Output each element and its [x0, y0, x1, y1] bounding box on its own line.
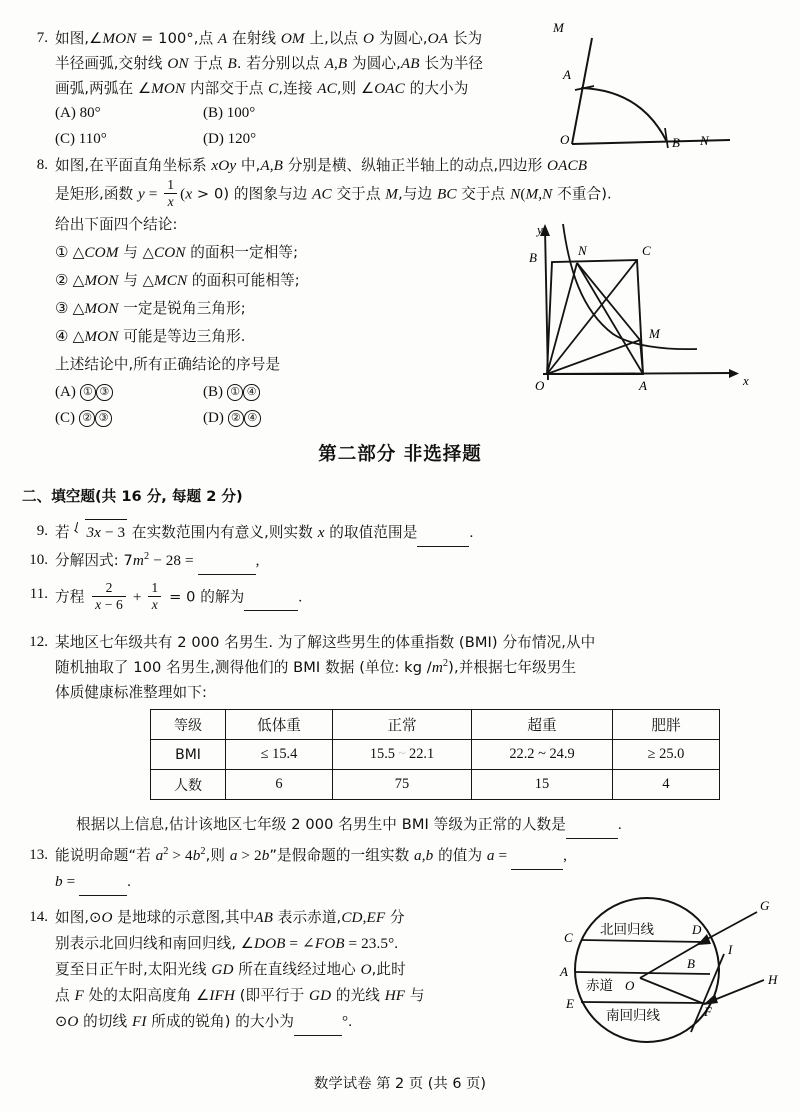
q8-l2-t4: 交于点 [331, 185, 386, 203]
q13-exp1: 2 [163, 845, 169, 857]
q7-choice-B-text: 100° [226, 105, 256, 121]
q8-choice-B-mark-1: ① [227, 384, 244, 401]
q14-fig-label-equator: 赤道 [586, 978, 613, 994]
q8-c2-sym1: MON [84, 272, 119, 289]
q7-l1-a: A [217, 30, 228, 47]
q9-rad-arg2: − 3 [100, 524, 126, 541]
question-7-figure [545, 16, 780, 153]
q8-frac-num: 1 [167, 177, 175, 192]
q14-l1-ab: AB [254, 909, 274, 926]
q8-fig-label-C: C [642, 243, 651, 258]
q14-l1-o: O [101, 909, 113, 926]
q7-l1-oa: OA [427, 30, 449, 47]
q14-fig-label-C: C [564, 930, 573, 945]
q14-l1-t4: , [362, 909, 367, 926]
q13-t1: 能说明命题“若 [55, 847, 156, 864]
q13-a3: a [486, 847, 495, 864]
question-14-number: 14. [29, 909, 48, 925]
question-8-choices [55, 380, 455, 432]
q8-l2-n: N [510, 185, 521, 203]
q14-l4-t5: 与 [405, 987, 425, 1004]
q8-fraction-1-over-x [164, 178, 177, 210]
q8-l2-x: x [185, 185, 193, 203]
q14-l1-t2: 是地球的示意图,其中 [112, 909, 255, 926]
q8-c3-post: 一定是锐角三角形; [118, 300, 246, 317]
q8-c2-mid: 与 △ [118, 272, 154, 289]
q14-fig-label-A: A [560, 964, 568, 979]
q8-c2-sym2: MCN [153, 272, 188, 289]
q13-t5: ”是假命题的一组实数 [269, 847, 415, 864]
q8-fig-label-O: O [535, 378, 545, 393]
q9-rad-arg1: 3x [86, 524, 101, 541]
q7-l3-t4: ,则 ∠ [336, 80, 375, 97]
q8-l1-t1: 如图,在平面直角坐标系 [55, 157, 212, 174]
q14-l2-t3: = 23.5°. [344, 935, 399, 952]
q12-l2-t2: ),并根据七年级男生 [448, 659, 577, 676]
q14-l3-t2: 所在直线经过地心 [233, 961, 361, 978]
q8-choice-D[interactable] [203, 406, 261, 432]
q7-choice-A[interactable] [55, 101, 101, 127]
q7-l1-t2: = 100°,点 [136, 30, 218, 47]
q14-fig-label-I: I [728, 942, 733, 957]
q11-fraction-1 [92, 581, 126, 613]
question-8-conclusion-1 [55, 240, 298, 266]
bmi-normal [333, 740, 472, 770]
q7-choice-B-label: (B) [203, 105, 223, 121]
question-8-summary-line: 上述结论中,所有正确结论的序号是 [55, 356, 281, 373]
q14-l2-t2: = ∠ [285, 935, 315, 952]
q14-fig-label-H: H [768, 972, 778, 987]
q8-c2-mark: ② [55, 272, 69, 289]
q9-t1: 若 [55, 524, 75, 541]
bmi-overweight: 22.2 ~ 24.9 [472, 740, 613, 770]
q8-c2-pre: △ [68, 272, 85, 289]
q8-l1-xoy: xOy [211, 157, 237, 174]
q8-l2-ac: AC [312, 185, 332, 203]
q14-l1-ef: EF [366, 909, 386, 926]
q7-choice-D-text: 120° [227, 131, 257, 147]
q7-fig-label-B: B [672, 135, 680, 148]
q13-t3: ,则 [205, 847, 230, 864]
q7-l1-om: OM [280, 30, 305, 47]
q12-l2-m: m [431, 659, 443, 676]
q10-exp: 2 [144, 550, 150, 562]
table-row-grade [151, 710, 720, 740]
q13-answer-blank-b[interactable] [79, 869, 127, 896]
question-7-number: 7. [36, 30, 48, 46]
q8-choice-A-label: (A) [55, 384, 76, 400]
question-8-number: 8. [36, 157, 48, 173]
q14-l4-t3: (即平行于 [234, 987, 310, 1004]
q8-l2-mn: M,N [525, 185, 553, 203]
q7-l1-t5: 为圆心, [374, 30, 428, 47]
q7-choice-C-text: 110° [78, 131, 107, 147]
q10-m: m [132, 552, 144, 569]
q14-fig-label-E: E [566, 996, 574, 1011]
row-label-count: 人数 [151, 770, 226, 800]
q7-choice-D[interactable] [203, 127, 256, 153]
question-14-line-3 [55, 957, 555, 983]
question-8-figure [515, 222, 785, 402]
question-8-line-2 [55, 179, 785, 211]
bmi-normal-range-separator: ~ [398, 746, 406, 762]
q12-l2-t1: 随机抽取了 100 名男生,测得他们的 BMI 数据 (单位: kg / [55, 659, 432, 676]
q9-x: x [317, 524, 325, 541]
q8-l2-t6: 交于点 [456, 185, 511, 203]
q14-l4-t1: 点 [55, 987, 75, 1004]
q7-choice-D-label: (D) [203, 131, 224, 147]
q13-answer-blank-a[interactable] [511, 843, 563, 870]
q14-l5-deg: °. [342, 1013, 353, 1030]
q7-l1-t6: 长为 [448, 30, 483, 47]
q8-l2-y: y [137, 185, 145, 203]
grade-normal: 正常 [333, 710, 472, 740]
count-low-weight: 6 [226, 770, 333, 800]
q7-fig-label-N: N [700, 133, 709, 148]
q8-choice-A-mark-1: ① [80, 384, 97, 401]
q7-fig-label-O: O [560, 132, 570, 147]
q13-t2: > 4 [168, 847, 193, 864]
grade-obese: 肥胖 [613, 710, 720, 740]
question-14-figure [552, 892, 800, 1062]
q9-answer-blank[interactable] [417, 520, 469, 547]
q8-choice-A-mark-2: ③ [96, 384, 113, 401]
page-footer: 数学试卷 第 2 页 (共 6 页) [313, 1076, 487, 1092]
q8-choice-D-label: (D) [203, 410, 224, 426]
q8-l2-t5: ,与边 [398, 185, 437, 203]
q8-l1-oacb: OACB [547, 157, 588, 174]
q11-frac1-den-x: x [95, 597, 102, 613]
question-8-conclusion-2 [55, 268, 300, 294]
q8-c4-pre: △ [68, 328, 85, 345]
q14-fig-label-tropic-capricorn: 南回归线 [606, 1008, 660, 1024]
grade-low-weight: 低体重 [226, 710, 333, 740]
q7-choice-A-text: 80° [79, 105, 101, 121]
q7-l1-t1: 如图,∠ [55, 30, 103, 47]
q11-fraction-2 [148, 581, 161, 613]
q8-c3-pre: △ [68, 300, 85, 317]
q14-l5-fi: FI [131, 1013, 147, 1030]
q7-l3-c: C [268, 80, 279, 97]
q8-choice-B-mark-2: ④ [243, 384, 260, 401]
bmi-normal-low: 15.5 [369, 746, 395, 762]
q7-l1-mon: MON [102, 30, 137, 47]
q14-fig-label-O: O [625, 978, 635, 993]
q14-l2-fob: FOB [314, 935, 345, 952]
count-obese: 4 [613, 770, 720, 800]
q14-l3-gd: GD [211, 961, 234, 978]
q7-l1-t3: 在射线 [227, 30, 281, 47]
bmi-obese: ≥ 25.0 [613, 740, 720, 770]
q8-fig-label-M: M [649, 326, 660, 341]
q7-l3-t3: ,连接 [278, 80, 318, 97]
q8-choice-C[interactable] [55, 406, 112, 432]
q8-choice-C-mark-1: ② [79, 410, 96, 427]
q8-c3-sym1: MON [84, 300, 119, 317]
question-12-line-4 [76, 812, 800, 839]
q11-t2: = 0 的解为 [164, 588, 245, 606]
q7-choice-A-label: (A) [55, 105, 76, 121]
question-11-text [55, 582, 785, 614]
q13-a2: a [229, 847, 238, 864]
q14-l1-t5: 分 [385, 909, 405, 926]
q9-radical [74, 519, 127, 546]
q13-l2-tail: . [127, 873, 132, 890]
q8-c1-mid: 与 △ [118, 244, 154, 261]
question-12-line-3: 体质健康标准整理如下: [55, 684, 207, 701]
q7-l3-t1: 画弧,两弧在 ∠ [55, 80, 152, 97]
q14-l5-t1: ⊙ [55, 1013, 68, 1030]
q8-c4-post: 可能是等边三角形. [118, 328, 246, 345]
q7-fig-label-M: M [553, 20, 564, 35]
q11-tail: . [298, 588, 303, 606]
q14-l4-gd: GD [309, 987, 332, 1004]
q8-c1-sym2: CON [153, 244, 186, 261]
q8-choice-C-label: (C) [55, 410, 75, 426]
bmi-normal-high: 22.1 [409, 746, 435, 762]
part-2-title: 第二部分 非选择题 [318, 444, 482, 465]
question-7-choices [55, 101, 455, 153]
q14-l2-t1: 别表示北回归线和南回归线, ∠ [55, 935, 254, 952]
question-12-line-1: 某地区七年级共有 2 000 名男生. 为了解这些男生的体重指数 (BMI) 分布情况,从中 [55, 634, 596, 651]
question-14-line-1 [55, 905, 555, 931]
q14-l5-t2: 的切线 [78, 1013, 132, 1030]
q14-answer-blank[interactable] [294, 1009, 342, 1036]
q7-l2-ab-pts: A,B [324, 55, 348, 72]
question-8-line-1 [55, 153, 785, 179]
q8-c1-sym1: COM [84, 244, 119, 261]
q8-c4-sym1: MON [84, 328, 119, 345]
question-9-text [55, 519, 785, 547]
q14-l4-hf: HF [384, 987, 406, 1004]
question-14-line-2 [55, 931, 555, 957]
q13-t4: > 2 [237, 847, 262, 864]
q11-plus: + [128, 588, 146, 606]
q8-l2-t8: 不重合). [552, 185, 612, 203]
q13-exp2: 2 [200, 845, 206, 857]
q12-answer-blank[interactable] [566, 812, 618, 839]
q8-choice-D-mark-2: ④ [244, 410, 261, 427]
q11-frac2-num: 1 [151, 580, 159, 595]
q9-tail: . [469, 524, 474, 541]
q8-fig-label-N: N [578, 243, 587, 258]
q8-l2-t7: ( [520, 185, 526, 203]
q7-l2-t3: . 若分别以点 [236, 55, 325, 72]
q8-c2-post: 的面积可能相等; [187, 272, 300, 289]
question-12-number: 12. [29, 634, 48, 650]
question-13-number: 13. [29, 847, 48, 863]
q8-l2-m: M [385, 185, 399, 203]
q12-l4-tail: . [617, 816, 622, 833]
q7-l2-t1: 半径画弧,交射线 [55, 55, 168, 72]
q8-choice-D-mark-1: ② [228, 410, 245, 427]
q8-l1-t2: 中, [236, 157, 261, 174]
question-13-line-1 [55, 843, 800, 870]
q7-l3-t2: 内部交于点 [185, 80, 269, 97]
q8-l2-t2: ( [180, 185, 186, 203]
q14-l4-ifh: IFH [209, 987, 235, 1004]
grade-overweight: 超重 [472, 710, 613, 740]
q14-fig-label-G: G [760, 898, 770, 913]
q7-l3-mon: MON [151, 80, 186, 97]
bmi-low-weight: ≤ 15.4 [226, 740, 333, 770]
question-8-conclusion-4 [55, 324, 246, 350]
q7-fig-label-A: A [563, 67, 571, 82]
question-11-number: 11. [29, 586, 48, 602]
q13-l2-b: b [55, 873, 63, 890]
q8-c1-pre: △ [68, 244, 85, 261]
q7-l2-t5: 长为半径 [419, 55, 484, 72]
q14-l4-f: F [74, 987, 84, 1004]
row-label-bmi: BMI [151, 740, 226, 770]
q14-l3-t1: 夏至日正午时,太阳光线 [55, 961, 212, 978]
q7-l2-on: ON [167, 55, 189, 72]
q14-l1-cd: CD [341, 909, 363, 926]
q10-t1: 分解因式: 7 [55, 552, 133, 569]
q13-ab: a,b [414, 847, 434, 864]
question-9-number: 9. [36, 523, 48, 539]
q8-c3-mark: ③ [55, 300, 69, 317]
q8-l1-ab: A,B [260, 157, 283, 174]
q13-b2: b [261, 847, 270, 864]
q14-fig-label-B: B [687, 956, 695, 971]
q7-l3-oac: OAC [374, 80, 405, 97]
question-12-line-2 [55, 655, 785, 681]
q11-frac1-den-rest: − 6 [101, 597, 123, 613]
q8-choice-B[interactable] [203, 380, 260, 406]
question-7-line-2 [55, 51, 555, 77]
q13-t7: = [494, 847, 512, 864]
q13-b1: b [192, 847, 201, 864]
q8-fig-label-y: y [537, 222, 543, 237]
q7-l1-o: O [363, 30, 375, 47]
bmi-distribution-table [150, 709, 720, 800]
q8-l2-bc: BC [436, 185, 457, 203]
q13-comma: , [563, 847, 567, 864]
q13-l2-eq: = [62, 873, 80, 890]
q14-l5-t3: 所成的锐角) 的大小为 [146, 1013, 295, 1030]
question-8-conclusion-3 [55, 296, 246, 322]
q11-frac2-den: x [151, 597, 158, 613]
q7-l2-ab: AB [400, 55, 420, 72]
row-label-grade: 等级 [151, 710, 226, 740]
q8-l1-t3: 分别是横、纵轴正半轴上的动点,四边形 [283, 157, 548, 174]
q13-t6: 的值为 [433, 847, 487, 864]
q11-answer-blank[interactable] [244, 584, 298, 611]
q7-l2-t4: 为圆心, [347, 55, 401, 72]
question-7-line-1 [55, 26, 535, 52]
q8-c1-post: 的面积一定相等; [185, 244, 299, 261]
q14-l2-dob: DOB [254, 935, 286, 952]
q9-t2: 在实数范围内有意义,则实数 [127, 524, 318, 541]
q14-fig-label-F: F [704, 1004, 712, 1019]
q7-choice-C[interactable] [55, 127, 107, 153]
q13-a1: a [155, 847, 164, 864]
count-overweight: 15 [472, 770, 613, 800]
question-10-number: 10. [29, 552, 48, 568]
q11-t1: 方程 [55, 588, 90, 606]
question-14-line-5 [55, 1009, 555, 1036]
q14-fig-label-tropic-cancer: 北回归线 [600, 922, 654, 938]
q7-l1-t4: 上,以点 [304, 30, 363, 47]
q10-answer-blank[interactable] [198, 548, 256, 575]
question-8-line-3: 给出下面四个结论: [55, 216, 178, 233]
q8-c1-mark: ① [55, 244, 69, 261]
section-heading-fill-in-blank: 二、填空题(共 16 分, 每题 2 分) [22, 488, 243, 505]
question-10-text [55, 548, 785, 575]
question-7-line-3 [55, 76, 555, 102]
q12-l4-text: 根据以上信息,估计该地区七年级 2 000 名男生中 BMI 等级为正常的人数是 [76, 816, 566, 833]
q14-l3-o: O [360, 961, 372, 978]
question-14-line-4 [55, 983, 555, 1009]
q7-l3-t5: 的大小为 [404, 80, 469, 97]
q14-l5-o: O [67, 1013, 79, 1030]
q9-t3: 的取值范围是 [324, 524, 418, 541]
table-row-count [151, 770, 720, 800]
q8-fig-label-A: A [639, 378, 647, 393]
q7-l2-t2: 于点 [188, 55, 228, 72]
q14-l4-t2: 处的太阳高度角 ∠ [83, 987, 210, 1004]
q14-fig-label-D: D [692, 922, 702, 937]
q7-choice-C-label: (C) [55, 131, 75, 147]
q8-l2-t3: > 0) 的图象与边 [192, 185, 313, 203]
q14-l3-t3: ,此时 [371, 961, 406, 978]
table-row-bmi [151, 740, 720, 770]
q8-choice-A[interactable] [55, 380, 113, 406]
q14-l1-t1: 如图,⊙ [55, 909, 102, 926]
q11-frac1-num: 2 [105, 580, 113, 595]
q7-l2-b: B [227, 55, 237, 72]
q7-choice-B[interactable] [203, 101, 255, 127]
q14-l1-t3: 表示赤道, [273, 909, 342, 926]
q12-l2-exp: 2 [442, 657, 449, 669]
q8-frac-den: x [167, 194, 174, 210]
q8-fig-label-x: x [743, 373, 749, 388]
q8-l2-eq: = [144, 185, 162, 203]
q8-choice-C-mark-2: ③ [95, 410, 112, 427]
q8-l2-t1: 是矩形,函数 [55, 185, 138, 203]
count-normal: 75 [333, 770, 472, 800]
q8-c4-mark: ④ [55, 328, 69, 345]
q8-fig-label-B: B [529, 250, 537, 265]
q8-choice-B-label: (B) [203, 384, 223, 400]
q14-l4-t4: 的光线 [331, 987, 385, 1004]
q7-l3-ac: AC [317, 80, 337, 97]
q10-t2: − 28 = [149, 552, 198, 569]
q10-tail: , [255, 552, 260, 569]
